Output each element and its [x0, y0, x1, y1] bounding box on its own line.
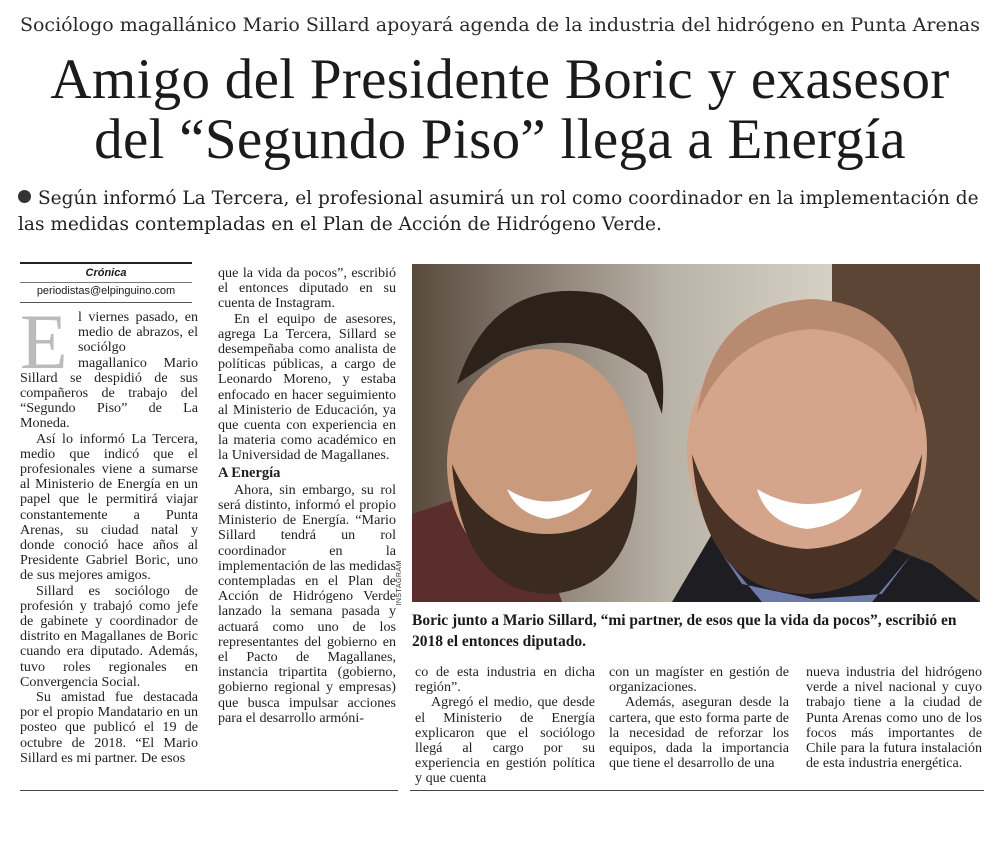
headline-line-1: Amigo del Presidente Boric y exasesor	[50, 48, 950, 111]
paragraph: nueva industria del hidrógeno verde a nivel nacional y cuyo trabajo tiene a la ciudad de Punta Arenas como uno de los focos más importantes de Chile para la futura instalación de esta industria energética.	[806, 664, 982, 772]
section-tag	[20, 262, 192, 303]
paragraph: que la vida da pocos”, escribió el entonces diputado en su cuenta de Instagram.	[218, 265, 396, 312]
paragraph: En el equipo de asesores, agrega La Tercera, Sillard se desempeñaba como analista de políticas públicas, a cargo de Leonardo Moreno, y estaba enfocado en hacer seguimiento al Ministerio de Educación, ya que cuenta con experiencia en la materia como académico en la Universidad de Magallanes.	[218, 310, 396, 464]
paragraph: con un magíster en gestión de organizaciones.	[609, 664, 789, 696]
dropcap-spacer	[20, 310, 78, 370]
paragraph: Así lo informó La Tercera, medio que indicó que el profesionales viene a sumarse al Ministerio de Energía en un papel que le permitirá viajar constantemente a Punta Arenas, su ciudad natal y donde conoció hace años al Presidente Gabriel Boric, uno de sus mejores amigos.	[20, 430, 198, 584]
bottom-rule-right	[410, 790, 984, 791]
article-lede	[18, 186, 988, 238]
paragraph: Sillard es sociólogo de profesión y trabajó como jefe de gabinete y coordinador de distrito en Magallanes de Boric cuando era diputado. Además, tuvo roles regionales en Convergencia Social.	[20, 582, 198, 690]
photo-illustration	[412, 264, 980, 602]
section-label: Crónica	[85, 267, 127, 279]
photo-caption: Boric junto a Mario Sillard, “mi partner, de esos que la vida da pocos”, escribió en 2018 el entonces diputado.	[412, 612, 957, 650]
paragraph: Agregó el medio, que desde el Ministerio de Energía explicaron que el sociólogo llegá al cargo por su experiencia en gestión política y que cuenta	[415, 694, 595, 787]
paragraph: Además, aseguran desde la cartera, que esto forma parte de la necesidad de reforzar los equipos, dada la importancia que tiene el desarrollo de una	[609, 694, 789, 772]
paragraph: l viernes pasado, en medio de abrazos, el sociólgo magallanico Mario Sillard se despidió de sus compañeros de trabajo del “Segundo Piso” de La Moneda.	[20, 309, 198, 432]
text-column-5	[806, 665, 982, 771]
article-headline	[10, 50, 990, 170]
paragraph: Ahora, sin embargo, su rol será distinto, informó el propio Ministerio de Energía. “Mario Sillard tendrá un rol coordinador en la implementación de las medidas contempladas en el Plan de Acción de Hidrógeno Verde lanzado la semana pasada y actuará como uno de los representantes del gobierno en el Pacto de Magallanes, instancia tripartita (gobierno, gobierno regional y empresas) que busca impulsar acciones para el desarrollo armóni-	[218, 481, 396, 726]
paragraph: co de esta industria en dicha región”.	[415, 664, 595, 696]
lede-text: Según informó La Tercera, el profesional asumirá un rol como coordinador en la implementación de las medidas contempladas en el Plan de Acción de Hidrógeno Verde.	[18, 188, 979, 235]
text-column-1	[20, 298, 198, 766]
drop-cap: E	[20, 298, 68, 385]
headline-line-2: del “Segundo Piso” llega a Energía	[94, 108, 906, 171]
subheading: A Energía	[218, 464, 281, 481]
bullet-icon	[18, 190, 31, 203]
text-column-4	[609, 665, 789, 771]
text-column-2	[218, 266, 396, 726]
article-photo	[412, 264, 980, 602]
text-column-3	[415, 665, 595, 787]
bottom-rule-left	[20, 790, 398, 791]
photo-credit: INSTAGRAM	[396, 560, 403, 606]
section-email: periodistas@elpinguino.com	[20, 282, 192, 297]
paragraph: Su amistad fue destacada por el propio Mandatario en un posteo que publicó el 19 de octubre de 2018. “El Mario Sillard es mi partner. De esos	[20, 689, 198, 766]
article-kicker: Sociólogo magallánico Mario Sillard apoyará agenda de la industria del hidrógeno en Punta Arenas	[19, 14, 981, 36]
